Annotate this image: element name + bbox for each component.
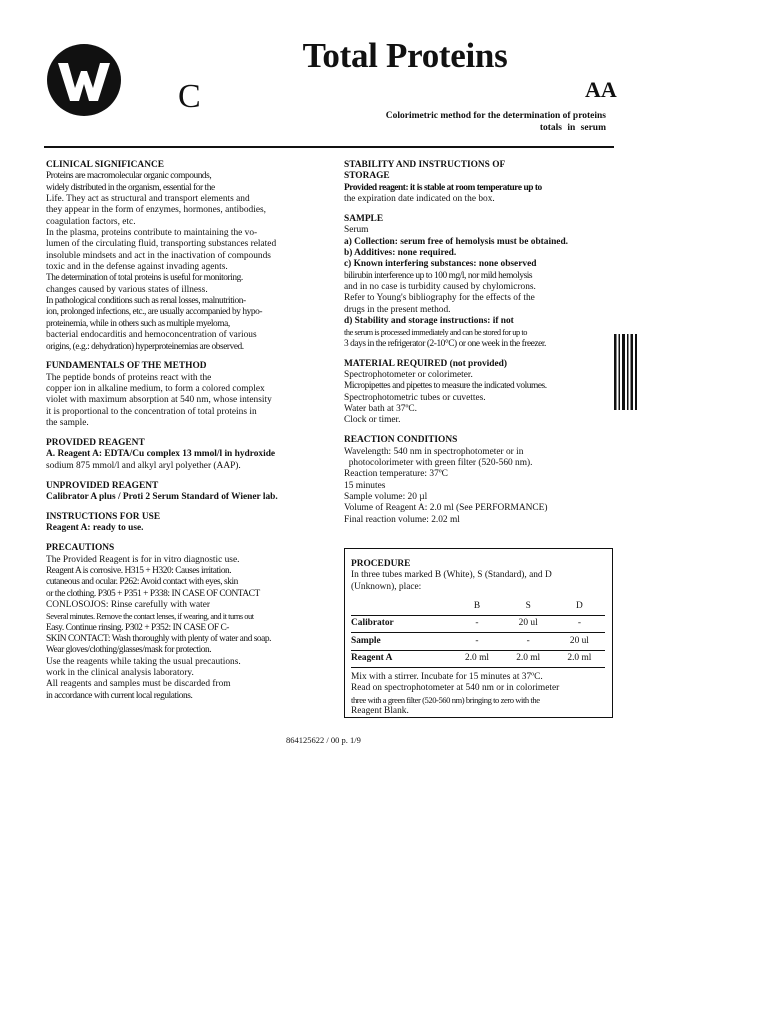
- table-cell: 2.0 ml: [554, 650, 605, 668]
- procedure-table: [351, 598, 605, 668]
- text-line: the sample.: [46, 418, 89, 429]
- precautions-text: [46, 555, 304, 702]
- reaction-heading: REACTION CONDITIONS: [344, 435, 458, 446]
- table-cell: -: [451, 633, 502, 651]
- text-line: drugs in the present method.: [344, 304, 451, 315]
- text-line: Sample volume: 20 µl: [344, 492, 428, 503]
- text-line: ion, prolonged infections, etc., are usually accompanied by hypo-: [46, 307, 262, 318]
- text-line: Clock or timer.: [344, 415, 401, 426]
- right-column: [344, 160, 612, 526]
- text-line: cutaneous and ocular. P262: Avoid contact with eyes, skin: [46, 577, 238, 588]
- text-line: Mix with a stirrer. Incubate for 15 minutes at 37ºC.: [351, 672, 543, 683]
- stability-line-1: Provided reagent: it is stable at room temperature up to: [344, 182, 542, 193]
- text-line: changes caused by various states of illness.: [46, 284, 208, 295]
- table-row: [351, 650, 605, 668]
- unprovided-reagent-line: Calibrator A plus / Proti 2 Serum Standard of Wiener lab.: [46, 492, 278, 503]
- stability-heading-1: STABILITY AND INSTRUCTIONS OF: [344, 160, 506, 170]
- table-cell: 20 ul: [554, 633, 605, 651]
- text-line: bilirubin interference up to 100 mg/l, nor mild hemolysis: [344, 270, 533, 281]
- text-line: Spectrophotometric tubes or cuvettes.: [344, 392, 486, 403]
- procedure-box: [344, 548, 613, 718]
- text-line: 3 days in the refrigerator (2-10°C) or one week in the freezer.: [344, 338, 546, 349]
- text-line: Reagent Blank.: [351, 706, 409, 717]
- text-line: Refer to Young's bibliography for the effects of the: [344, 293, 535, 304]
- text-line: Final reaction volume: 2.02 ml: [344, 514, 460, 525]
- text-line: Micropipettes and pipettes to measure the indicated volumes.: [344, 381, 547, 392]
- text-line: violet with maximum absorption at 540 nm, whose intensity: [46, 395, 272, 406]
- row-label: Reagent A: [351, 650, 451, 668]
- stability-line-2: the expiration date indicated on the box.: [344, 194, 495, 205]
- stability-heading-2: STORAGE: [344, 171, 390, 182]
- text-line: Spectrophotometer or colorimeter.: [344, 370, 473, 381]
- text-line: and in no case is turbidity caused by chylomicrons.: [344, 282, 536, 293]
- table-header-row: [351, 598, 605, 615]
- sample-item-a: a) Collection: serum free of hemolysis must be obtained.: [344, 236, 569, 247]
- text-line: coagulation factors, etc.: [46, 216, 136, 227]
- text-line: Proteins are macromolecular organic compounds,: [46, 171, 212, 182]
- subtitle-line-1: Colorimetric method for the determination of proteins: [385, 111, 606, 121]
- page-title: Total Proteins: [302, 36, 508, 75]
- unprovided-reagent-heading: UNPROVIDED REAGENT: [46, 480, 159, 491]
- table-row: [351, 615, 605, 633]
- header-letter-c: C: [178, 78, 201, 115]
- text-line: widely distributed in the organism, essential for the: [46, 182, 215, 193]
- instructions-heading: INSTRUCTIONS FOR USE: [46, 512, 161, 522]
- text-line: Reagent A is corrosive. H315 + H320: Causes irritation.: [46, 565, 232, 576]
- text-line: toxic and in the defense against invading agents.: [46, 262, 228, 273]
- sample-item-c: c) Known interfering substances: none observed: [344, 259, 537, 270]
- table-cell: 2.0 ml: [451, 650, 502, 668]
- provided-reagent-line-1: A. Reagent A: EDTA/Cu complex 13 mmol/l in hydroxide: [46, 449, 276, 460]
- provided-reagent-line-2: sodium 875 mmol/l and alkyl aryl polyether (AAP).: [46, 460, 241, 471]
- fundamentals-heading: FUNDAMENTALS OF THE METHOD: [46, 361, 207, 372]
- procedure-intro-2: (Unknown), place:: [351, 581, 422, 592]
- text-line: Easy. Continue rinsing. P302 + P352: IN CASE OF C-: [46, 622, 229, 633]
- text-line: work in the clinical analysis laboratory.: [46, 668, 194, 679]
- text-line: or the clothing. P305 + P351 + P338: IN CASE OF CONTACT: [46, 588, 260, 599]
- text-line: The Provided Reagent is for in vitro diagnostic use.: [46, 554, 240, 565]
- text-line: origins, (e.g.: dehydration) hyperproteinemias are observed.: [46, 341, 244, 352]
- text-line: insoluble mindsets and act in the inactivation of compounds: [46, 250, 271, 261]
- clinical-significance-heading: CLINICAL SIGNIFICANCE: [46, 160, 164, 170]
- table-cell: 20 ul: [503, 615, 554, 633]
- table-header-cell: [351, 598, 451, 615]
- text-line: Wear gloves/clothing/glasses/mask for protection.: [46, 645, 212, 656]
- text-line: photocolorimeter with green filter (520-560 nm).: [344, 458, 533, 469]
- table-cell: 2.0 ml: [503, 650, 554, 668]
- text-line: lumen of the circulating fluid, transporting substances related: [46, 239, 277, 250]
- text-line: proteinemia, while in others such as multiple myeloma,: [46, 318, 230, 329]
- sample-item-d: d) Stability and storage instructions: if not: [344, 316, 514, 327]
- text-line: it is proportional to the concentration of total proteins in: [46, 406, 257, 417]
- text-line: Use the reagents while taking the usual precautions.: [46, 656, 241, 667]
- text-line: Several minutes. Remove the contact lenses, if wearing, and it turns out: [46, 612, 254, 622]
- procedure-heading: PROCEDURE: [351, 559, 411, 569]
- header-letters-aa: AA: [585, 77, 617, 102]
- text-line: Read on spectrophotometer at 540 nm or in colorimeter: [351, 683, 560, 694]
- table-header-cell: D: [554, 598, 605, 615]
- text-line: they appear in the form of enzymes, hormones, antibodies,: [46, 205, 266, 216]
- text-line: 15 minutes: [344, 480, 386, 491]
- text-line: CONLOSOJOS: Rinse carefully with water: [46, 600, 211, 610]
- text-line: Wavelength: 540 nm in spectrophotometer or in: [344, 446, 524, 457]
- table-cell: -: [451, 615, 502, 633]
- text-line: in accordance with current local regulations.: [46, 690, 193, 701]
- sample-serum: Serum: [344, 225, 369, 236]
- wiener-lab-logo: [46, 43, 122, 117]
- table-cell: -: [554, 615, 605, 633]
- text-line: The peptide bonds of proteins react with the: [46, 372, 212, 383]
- table-header-cell: S: [503, 598, 554, 615]
- text-line: three with a green filter (520-560 nm) bringing to zero with the: [351, 694, 540, 705]
- header-rule: [44, 146, 614, 148]
- sample-item-b: b) Additives: none required.: [344, 248, 457, 258]
- row-label: Calibrator: [351, 615, 451, 633]
- row-label: Sample: [351, 633, 451, 651]
- text-line: The determination of total proteins is useful for monitoring.: [46, 273, 243, 284]
- text-line: In pathological conditions such as renal losses, malnutrition-: [46, 296, 246, 307]
- fundamentals-text: [46, 373, 304, 430]
- precautions-heading: PRECAUTIONS: [46, 543, 115, 554]
- table-cell: -: [503, 633, 554, 651]
- clinical-significance-text: [46, 171, 304, 353]
- subtitle-line-2: totals in serum: [539, 123, 606, 133]
- left-column: [46, 160, 304, 702]
- text-line: Volume of Reagent A: 2.0 ml (See PERFORMANCE): [344, 503, 548, 514]
- text-line: copper ion in alkaline medium, to form a colored complex: [46, 384, 265, 395]
- text-line: Water bath at 37ºC.: [344, 404, 417, 415]
- table-row: [351, 633, 605, 651]
- text-line: bacterial endocarditis and hemoconcentration of various: [46, 330, 257, 341]
- sample-heading: SAMPLE: [344, 213, 384, 224]
- text-line: In the plasma, proteins contribute to maintaining the vo-: [46, 228, 258, 239]
- procedure-intro-1: In three tubes marked B (White), S (Standard), and D: [351, 570, 552, 581]
- table-header-cell: B: [451, 598, 502, 615]
- page-footer: 864125622 / 00 p. 1/9: [286, 735, 361, 745]
- text-line: Life. They act as structural and transport elements and: [46, 194, 250, 205]
- text-line: the serum is processed immediately and can be stored for up to: [344, 328, 528, 338]
- text-line: Reaction temperature: 37ºC: [344, 469, 448, 480]
- instructions-line: Reagent A: ready to use.: [46, 523, 144, 534]
- barcode-icon: [614, 334, 638, 410]
- text-line: SKIN CONTACT: Wash thoroughly with plenty of water and soap.: [46, 634, 271, 645]
- provided-reagent-heading: PROVIDED REAGENT: [46, 438, 145, 449]
- material-heading: MATERIAL REQUIRED (not provided): [344, 358, 507, 369]
- text-line: All reagents and samples must be discarded from: [46, 679, 231, 690]
